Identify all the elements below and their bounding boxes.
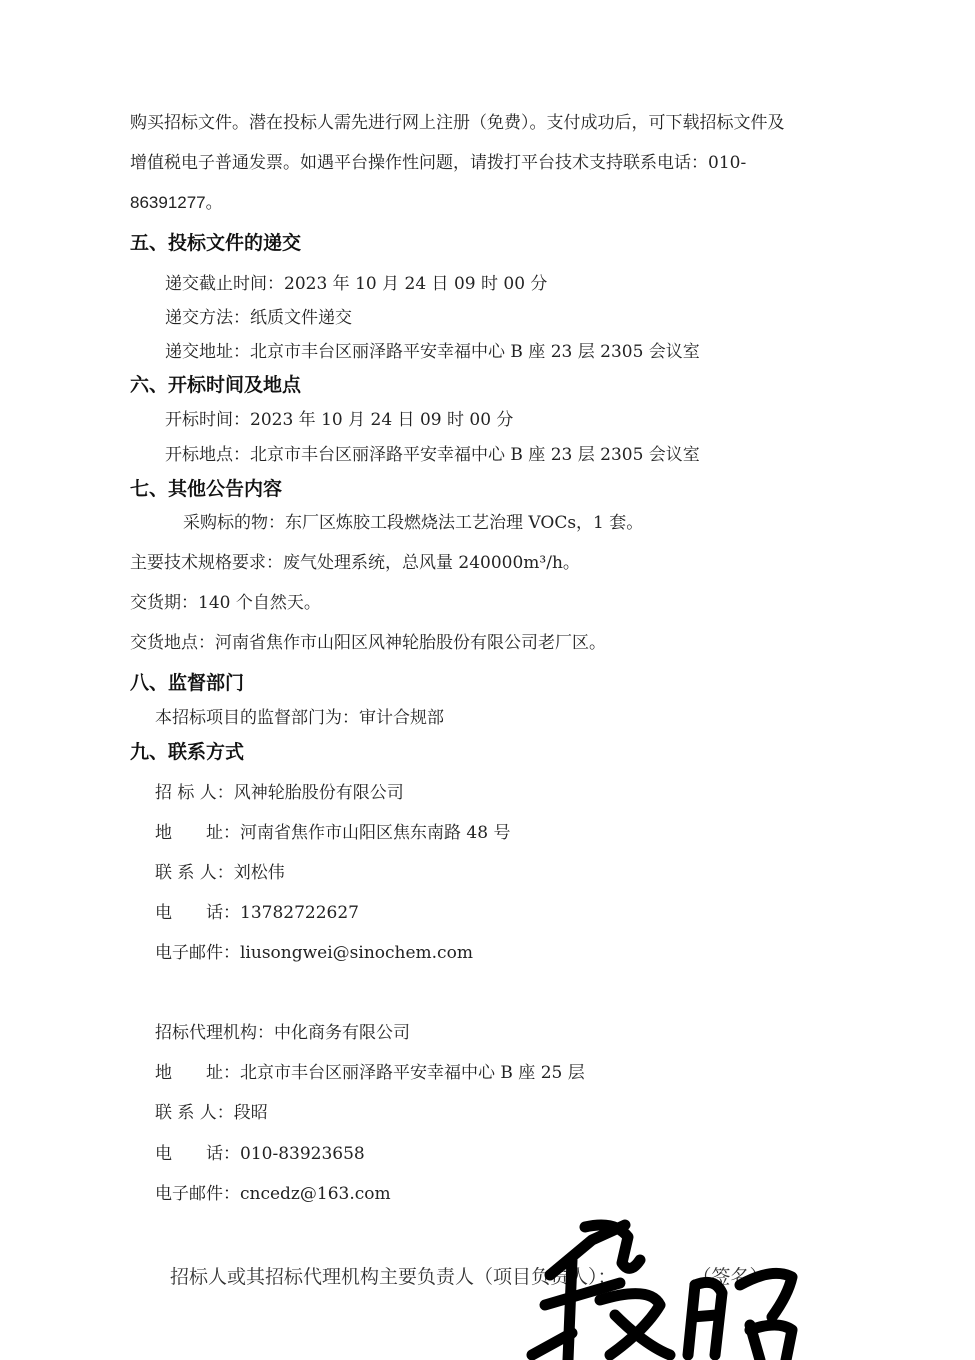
delivery-period: 交货期：140 个自然天。 (130, 593, 321, 613)
submission-deadline: 递交截止时间：2023 年 10 月 24 日 09 时 00 分 (165, 274, 548, 294)
delivery-location: 交货地点：河南省焦作市山阳区风神轮胎股份有限公司老厂区。 (130, 633, 606, 653)
tenderer-name: 招 标 人：风神轮胎股份有限公司 (155, 783, 404, 803)
section-7-heading: 七、其他公告内容 (130, 478, 283, 500)
opening-time: 开标时间：2023 年 10 月 24 日 09 时 00 分 (165, 410, 514, 430)
intro-line-3: 86391277。 (130, 193, 223, 212)
section-6-heading: 六、开标时间及地点 (130, 374, 302, 396)
section-5-heading: 五、投标文件的递交 (130, 232, 302, 254)
opening-place: 开标地点：北京市丰台区丽泽路平安幸福中心 B 座 23 层 2305 会议室 (165, 445, 700, 465)
technical-spec: 主要技术规格要求：废气处理系统，总风量 240000m³/h。 (130, 553, 580, 573)
tenderer-address: 地 址：河南省焦作市山阳区焦东南路 48 号 (155, 823, 511, 843)
agency-name: 招标代理机构：中化商务有限公司 (155, 1023, 410, 1043)
tenderer-contact: 联 系 人：刘松伟 (155, 863, 285, 883)
handwritten-signature (510, 1205, 810, 1360)
intro-line-1: 购买招标文件。潜在投标人需先进行网上注册（免费）。支付成功后，可下载招标文件及 (130, 113, 785, 133)
agency-email: 电子邮件：cncedz@163.com (155, 1184, 391, 1204)
signature-line: 招标人或其招标代理机构主要负责人（项目负责人）： （签名） (170, 1266, 769, 1288)
agency-phone: 电 话：010-83923658 (155, 1144, 365, 1164)
agency-address: 地 址：北京市丰台区丽泽路平安幸福中心 B 座 25 层 (155, 1063, 585, 1083)
procurement-item: 采购标的物：东厂区炼胶工段燃烧法工艺治理 VOCs，1 套。 (183, 513, 644, 533)
section-9-heading: 九、联系方式 (130, 741, 245, 763)
tenderer-phone: 电 话：13782722627 (155, 903, 359, 923)
tenderer-email: 电子邮件：liusongwei@sinochem.com (155, 943, 473, 963)
agency-contact: 联 系 人：段昭 (155, 1103, 268, 1123)
intro-line-2: 增值税电子普通发票。如遇平台操作性问题，请拨打平台技术支持联系电话：010- (130, 153, 747, 173)
supervision-dept: 本招标项目的监督部门为：审计合规部 (155, 708, 444, 728)
submission-method: 递交方法：纸质文件递交 (165, 308, 352, 328)
section-8-heading: 八、监督部门 (130, 672, 245, 694)
submission-address: 递交地址：北京市丰台区丽泽路平安幸福中心 B 座 23 层 2305 会议室 (165, 342, 700, 362)
